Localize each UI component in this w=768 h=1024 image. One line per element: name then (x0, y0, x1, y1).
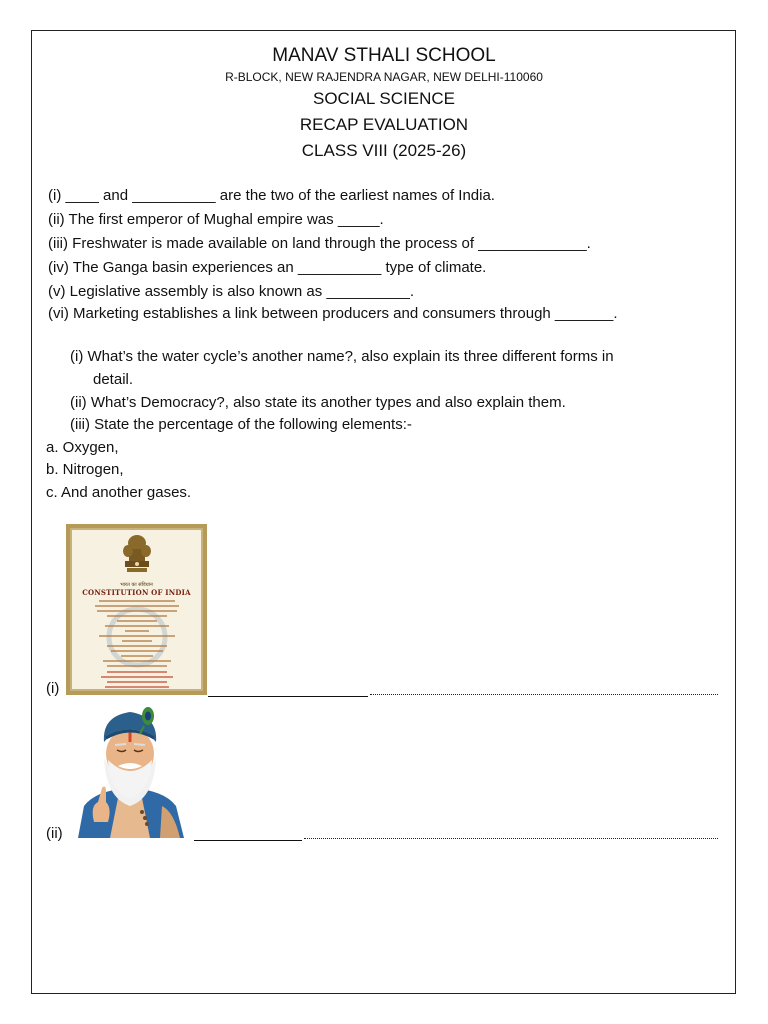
question-3: (iii) State the percentage of the following elements:- (70, 416, 412, 433)
page-border (31, 30, 736, 994)
class-title: CLASS VIII (2025-26) (301, 141, 467, 160)
school-address: R-BLOCK, NEW RAJENDRA NAGAR, NEW DELHI-110060 (225, 70, 543, 84)
constitution-page (70, 528, 203, 691)
kabir-illustration (70, 702, 190, 838)
constitution-image (66, 524, 207, 695)
preamble-text-lines (77, 597, 197, 692)
fill-blank-3: (iii) Freshwater is made available on land through the process of _____________. (48, 235, 591, 252)
element-nitrogen: b. Nitrogen, (46, 461, 124, 478)
fill-blank-1: (i) ____ and __________ are the two of the earliest names of India. (48, 187, 495, 204)
fill-blank-6: (vi) Marketing establishes a link between producers and consumers through _______. (48, 305, 618, 322)
answer-dotted-line-2[interactable] (304, 838, 718, 839)
fill-blank-4: (iv) The Ganga basin experiences an __________ type of climate. (48, 259, 487, 276)
national-emblem-icon (117, 533, 157, 577)
answer-blank-1[interactable] (208, 696, 368, 697)
answer-blank-2[interactable] (194, 840, 302, 841)
fill-blank-5: (v) Legislative assembly is also known as __________. (48, 283, 415, 300)
question-2: (ii) What’s Democracy?, also state its another types and also explain them. (70, 394, 566, 411)
question-1-line-2: detail. (93, 371, 134, 388)
evaluation-title: RECAP EVALUATION (299, 115, 469, 134)
fill-blank-2: (ii) The first emperor of Mughal empire was _____. (48, 211, 384, 228)
picture-question-2-label: (ii) (46, 825, 63, 842)
kabir-portrait-image (70, 702, 190, 838)
constitution-hindi-title: भारत का संविधान (120, 582, 153, 588)
subject-title: SOCIAL SCIENCE (312, 89, 456, 108)
question-1-line-1: (i) What’s the water cycle’s another name?, also explain its three different forms in (70, 348, 614, 365)
element-oxygen: a. Oxygen, (46, 439, 119, 456)
element-other-gases: c. And another gases. (46, 484, 192, 501)
school-name: MANAV STHALI SCHOOL (272, 45, 496, 66)
constitution-title: CONSTITUTION OF INDIA (82, 588, 191, 597)
picture-question-1-label: (i) (46, 680, 60, 697)
answer-dotted-line-1[interactable] (370, 694, 718, 695)
